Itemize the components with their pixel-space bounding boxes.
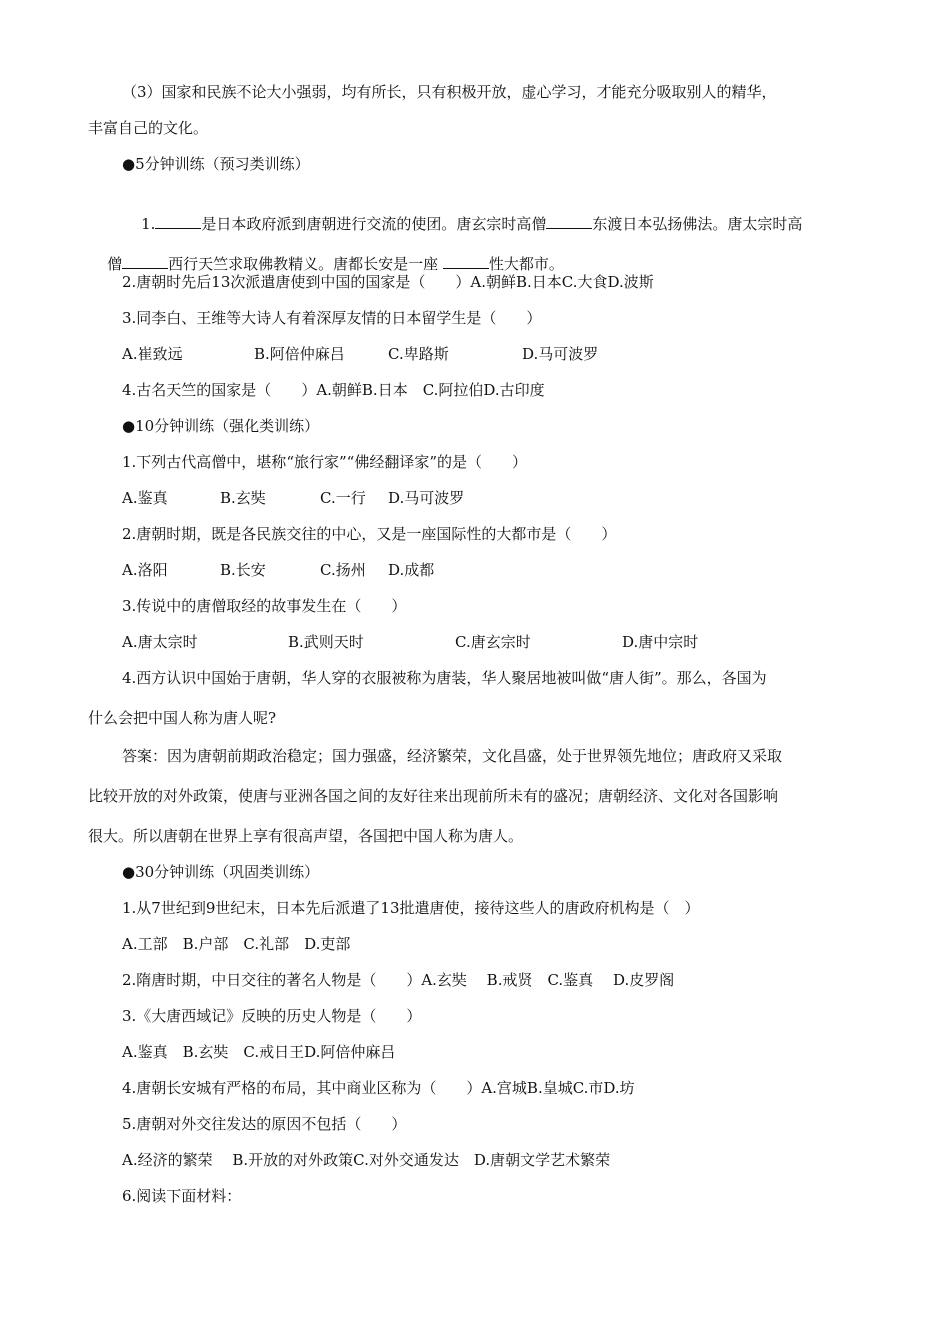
- s30-q5-stem: 5.唐朝对外交往发达的原因不包括（ ）: [122, 1115, 407, 1133]
- s10-q3-option-d: D.唐中宗时: [622, 633, 699, 651]
- fill-blank: [443, 254, 489, 269]
- section-10-heading: ●10分钟训练（强化类训练）: [122, 417, 320, 435]
- s5-q1-line-1: [122, 194, 803, 233]
- fill-blank: [155, 214, 201, 229]
- s10-q3-option-b: B.武则天时: [288, 633, 364, 651]
- s5-q3-stem: 3.同李白、王维等大诗人有着深厚友情的日本留学生是（ ）: [122, 309, 542, 327]
- s10-q2-option-b: B.长安: [220, 561, 266, 579]
- s10-q2-option-c: C.扬州: [320, 561, 366, 579]
- section-5-heading: ●5分钟训练（预习类训练）: [122, 155, 310, 173]
- s5-q1-text-b: 东渡日本弘扬佛法。唐太宗时高: [592, 215, 803, 233]
- s30-q1-options: A.工部 B.户部 C.礼部 D.吏部: [122, 935, 351, 953]
- s30-q4: 4.唐朝长安城有严格的布局，其中商业区称为（ ）A.宫城B.皇城C.市D.坊: [122, 1079, 635, 1097]
- s10-q3-stem: 3.传说中的唐僧取经的故事发生在（ ）: [122, 597, 407, 615]
- s10-q1-stem: 1.下列古代高僧中，堪称“旅行家”“佛经翻译家”的是（ ）: [122, 453, 527, 471]
- s5-q2: 2.唐朝时先后13次派遣唐使到中国的国家是（ ）A.朝鲜B.日本C.大食D.波斯: [122, 273, 654, 291]
- s30-q5-options: A.经济的繁荣 B.开放的对外政策C.对外交通发达 D.唐朝文学艺术繁荣: [122, 1151, 611, 1169]
- s5-q3-option-c: C.卑路斯: [388, 345, 449, 363]
- s10-q3-option-a: A.唐太宗时: [122, 633, 198, 651]
- s30-q6: 6.阅读下面材料：: [122, 1187, 242, 1205]
- s10-q1-option-c: C.一行: [320, 489, 366, 507]
- s5-q3-option-a: A.崔致远: [122, 345, 183, 363]
- s5-q1-line-2: [88, 234, 564, 273]
- s5-q1-text-c: 僧: [107, 255, 123, 273]
- s10-q1-option-a: A.鉴真: [122, 489, 168, 507]
- fill-blank: [122, 254, 168, 269]
- s5-q1-text-e: 性大都市。: [488, 255, 564, 273]
- intro-line-1: （3）国家和民族不论大小强弱，均有所长，只有积极开放，虚心学习，才能充分吸取别人的精华，: [122, 83, 777, 101]
- s30-q3-stem: 3.《大唐西域记》反映的历史人物是（ ）: [122, 1007, 422, 1025]
- s10-q2-option-a: A.洛阳: [122, 561, 168, 579]
- s10-q3-option-c: C.唐玄宗时: [455, 633, 531, 651]
- s5-q1-number: 1.: [141, 215, 156, 233]
- s5-q1-text-d: 西行天竺求取佛教精义。唐都长安是一座: [168, 255, 443, 273]
- s10-answer-line-1: 答案：因为唐朝前期政治稳定；国力强盛，经济繁荣，文化昌盛，处于世界领先地位；唐政府又采取: [122, 747, 783, 765]
- s5-q4: 4.古名天竺的国家是（ ）A.朝鲜B.日本 C.阿拉伯D.古印度: [122, 381, 545, 399]
- s30-q2: 2.隋唐时期，中日交往的著名人物是（ ）A.玄奘 B.戒贤 C.鉴真 D.皮罗阁: [122, 971, 675, 989]
- fill-blank: [546, 214, 592, 229]
- s5-q3-option-d: D.马可波罗: [522, 345, 599, 363]
- s10-q4-line-1: 4.西方认识中国始于唐朝，华人穿的衣服被称为唐装，华人聚居地被叫做“唐人街”。那么，各国为: [122, 669, 767, 687]
- s10-q1-option-b: B.玄奘: [220, 489, 266, 507]
- section-30-heading: ●30分钟训练（巩固类训练）: [122, 863, 320, 881]
- s5-q3-option-b: B.阿倍仲麻吕: [254, 345, 345, 363]
- s10-q2-stem: 2.唐朝时期，既是各民族交往的中心，又是一座国际性的大都市是（ ）: [122, 525, 617, 543]
- s10-q4-line-2: 什么会把中国人称为唐人呢?: [88, 709, 277, 727]
- s10-answer-line-2: 比较开放的对外政策，使唐与亚洲各国之间的友好往来出现前所未有的盛况；唐朝经济、文化对各国影响: [88, 787, 779, 805]
- s10-answer-line-3: 很大。所以唐朝在世界上享有很高声望，各国把中国人称为唐人。: [88, 827, 524, 845]
- s30-q1-stem: 1.从7世纪到9世纪末，日本先后派遣了13批遣唐使，接待这些人的唐政府机构是（ ）: [122, 899, 700, 917]
- s5-q1-text-a: 是日本政府派到唐朝进行交流的使团。唐玄宗时高僧: [201, 215, 547, 233]
- s10-q2-option-d: D.成都: [388, 561, 435, 579]
- s10-q1-option-d: D.马可波罗: [388, 489, 465, 507]
- intro-line-2: 丰富自己的文化。: [88, 119, 209, 137]
- s30-q3-options: A.鉴真 B.玄奘 C.戒日王D.阿倍仲麻吕: [122, 1043, 396, 1061]
